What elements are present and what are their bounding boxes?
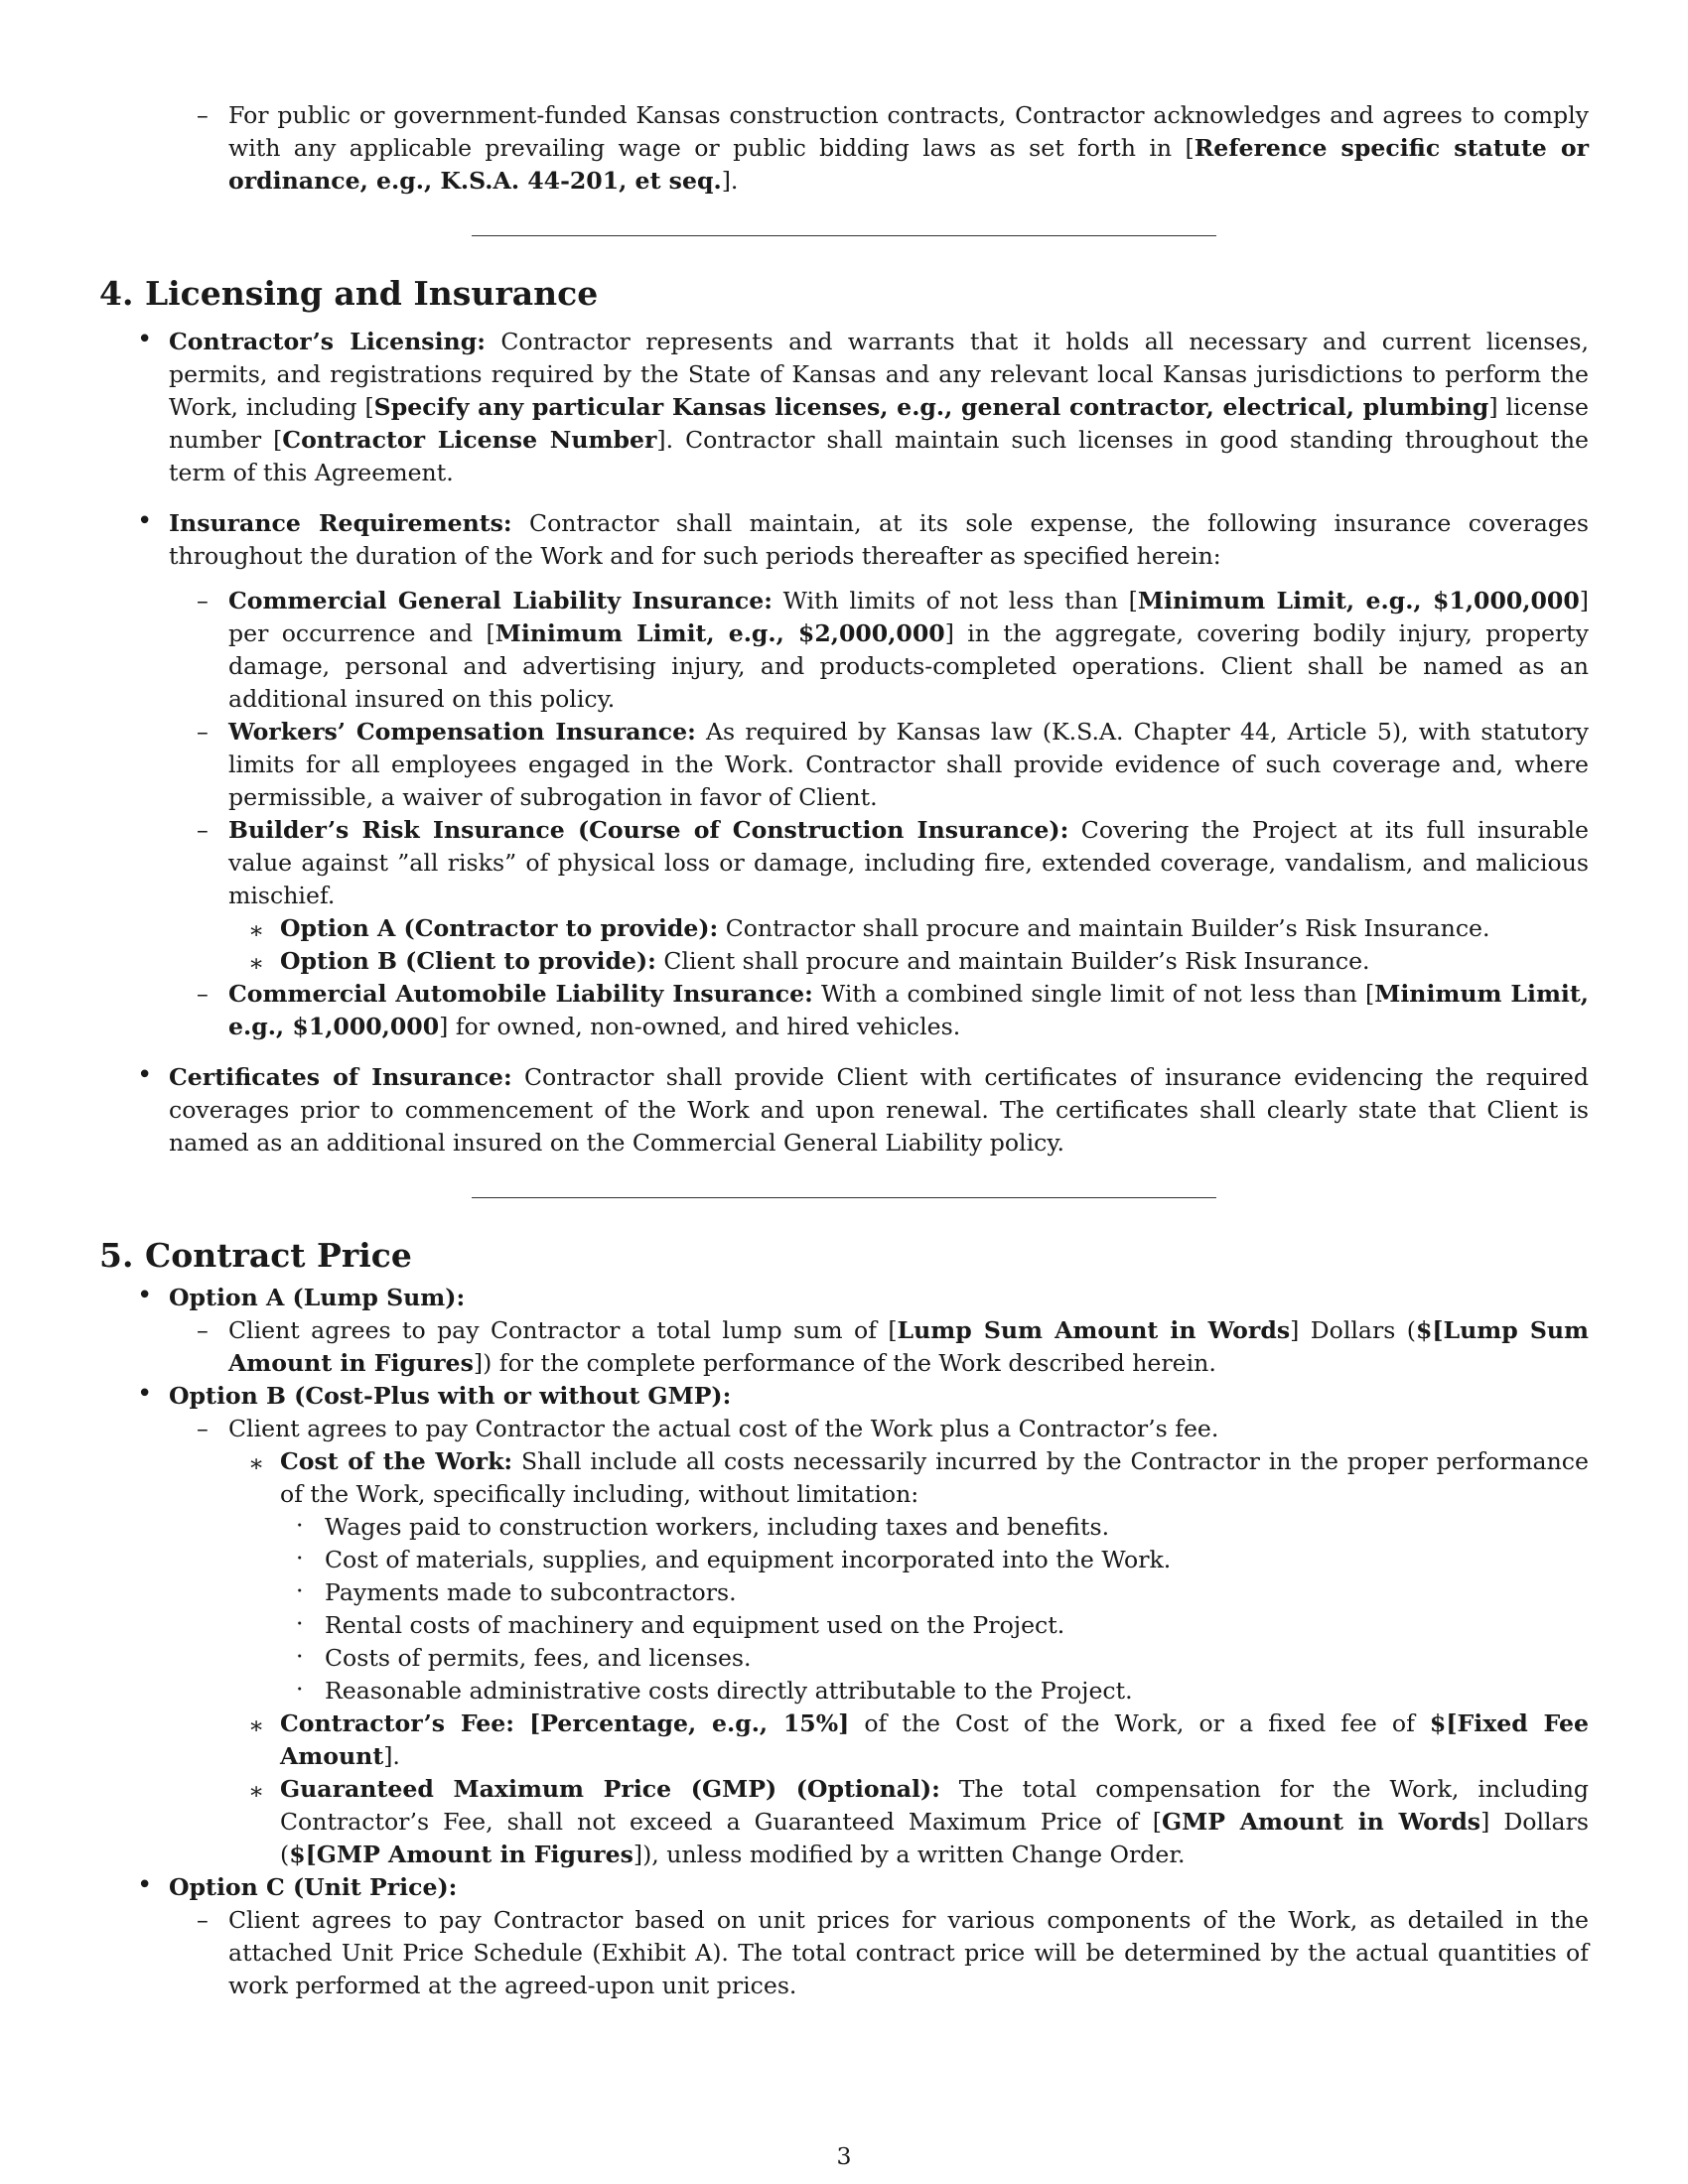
- lump-sum-figures: $[Lump Sum Amount in Figures: [228, 1316, 1589, 1377]
- cost-of-work-label: Cost of the Work:: [280, 1447, 513, 1475]
- dot-marker: ·: [296, 1642, 304, 1670]
- option-a-item: [99, 1282, 1589, 1314]
- option-a-label: Option A (Lump Sum):: [169, 1284, 466, 1311]
- asterisk-marker: ∗: [248, 1449, 265, 1477]
- licensing-text-1: Contractor represents and warrants that it holds all necessary and current licenses, permits, and registrations required by the State of Kansas and any relevant local Kansas jurisdictions to perform the Work, including [: [169, 328, 1589, 421]
- cost-item: [99, 1544, 1589, 1576]
- section-divider: [472, 235, 1216, 236]
- option-c-item: [99, 1871, 1589, 1904]
- licensing-label: Contractor’s Licensing:: [169, 328, 486, 355]
- contractor-fee-label: Contractor’s Fee:: [280, 1709, 515, 1737]
- section-divider: [472, 1197, 1216, 1198]
- dash-marker: –: [197, 587, 209, 614]
- workers-comp-text: As required by Kansas law (K.S.A. Chapter 44, Article 5), with statutory limits for all employees engaged in the Work. Contractor shall provide evidence of such coverage and, where permissible, a waiver of subrogation in favor of Client.: [228, 718, 1589, 811]
- cost-item-text: Reasonable administrative costs directly attributable to the Project.: [325, 1677, 1133, 1705]
- cost-item-text: Rental costs of machinery and equipment used on the Project.: [325, 1611, 1065, 1639]
- option-b-item: [99, 1380, 1589, 1413]
- lump-sum-words: Lump Sum Amount in Words: [897, 1316, 1291, 1344]
- option-b-detail: [99, 1413, 1589, 1445]
- page-number: 3: [836, 2142, 852, 2170]
- bullet-marker: •: [137, 1060, 153, 1090]
- public-contracts-item: – For public or government-funded Kansas construction contracts, Contractor acknowledges and agrees to comply with any applicable prevailing wage or public bidding laws as set forth in [Reference specific statute or ordinance, e.g., K.S.A. 44-201, et seq.].: [197, 101, 1589, 195]
- option-b-label: Option B (Cost-Plus with or without GMP):: [169, 1382, 732, 1410]
- license-number-placeholder: Contractor License Number: [282, 426, 657, 454]
- cost-item: [99, 1675, 1589, 1707]
- dash-marker: –: [197, 816, 209, 844]
- dash-marker: –: [197, 101, 209, 129]
- licensing-item: [99, 326, 1589, 489]
- certificates-item: [99, 1061, 1589, 1160]
- option-c-detail: [99, 1904, 1589, 2002]
- asterisk-marker: ∗: [248, 916, 265, 944]
- builders-option-a-text: Contractor shall procure and maintain Builder’s Risk Insurance.: [718, 914, 1490, 942]
- cost-of-work-text: Shall include all costs necessarily incurred by the Contractor in the proper performance of the Work, specifically including, without limitation:: [280, 1447, 1589, 1508]
- cgl-item: [99, 585, 1589, 716]
- fixed-fee-placeholder: $[Fixed Fee Amount: [280, 1709, 1590, 1770]
- asterisk-marker: ∗: [248, 1711, 265, 1739]
- contractor-fee-close: ].: [383, 1742, 400, 1770]
- gmp-figures: $[GMP Amount in Figures: [289, 1841, 633, 1868]
- workers-comp-item: [99, 716, 1589, 814]
- statute-placeholder: Reference specific statute or ordinance, e.g., K.S.A. 44-201, et seq.: [228, 134, 1589, 195]
- option-a-text-2: ] Dollars (: [1290, 1316, 1416, 1344]
- gmp-text-1: The total compensation for the Work, including Contractor’s Fee, shall not exceed a Guaranteed Maximum Price of [: [280, 1775, 1589, 1836]
- auto-liability-text-2: ] for owned, non-owned, and hired vehicles.: [439, 1013, 961, 1040]
- gmp-label: Guaranteed Maximum Price (GMP) (Optional):: [280, 1775, 940, 1803]
- cgl-text-2: ] per occurrence and [: [228, 587, 1589, 647]
- option-a-text-1: Client agrees to pay Contractor a total lump sum of [: [228, 1316, 898, 1344]
- gmp-text-2: ] Dollars (: [280, 1808, 1589, 1868]
- cost-item: [99, 1511, 1589, 1544]
- certificates-text: Contractor shall provide Client with certificates of insurance evidencing the required coverages prior to commencement of the Work and upon renewal. The certificates shall clearly state that Client is named as an additional insured on the Commercial General Liability policy.: [169, 1063, 1589, 1157]
- cgl-limit-1: Minimum Limit, e.g., $1,000,000: [1137, 587, 1580, 614]
- cgl-text-3: ] in the aggregate, covering bodily injury, property damage, personal and advertising injury, and products-completed operations. Client shall be named as an additional insured on this policy.: [228, 619, 1589, 713]
- certificates-label: Certificates of Insurance:: [169, 1063, 512, 1091]
- document-body: [99, 99, 1589, 2002]
- cgl-text-1: With limits of not less than [: [772, 587, 1138, 614]
- cgl-label: Commercial General Liability Insurance:: [228, 587, 773, 614]
- cost-item-text: Payments made to subcontractors.: [325, 1578, 737, 1606]
- bullet-marker: •: [137, 1379, 153, 1409]
- cost-item: [99, 1576, 1589, 1609]
- licensing-text-3: ]. Contractor shall maintain such licenses in good standing throughout the term of this Agreement.: [169, 426, 1589, 486]
- bullet-marker: •: [137, 1281, 153, 1310]
- section-5-heading: 5. Contract Price: [99, 1236, 412, 1275]
- option-c-text: Client agrees to pay Contractor based on unit prices for various components of the Work, as detailed in the attached Unit Price Schedule (Exhibit A). The total contract price will be determined by the actual quantities of work performed at the agreed-upon unit prices.: [228, 1906, 1589, 1999]
- gmp-text-3: ]), unless modified by a written Change Order.: [633, 1841, 1186, 1868]
- builders-option-b-text: Client shall procure and maintain Builder’s Risk Insurance.: [655, 947, 1370, 975]
- cost-item: [99, 1609, 1589, 1642]
- auto-liability-label: Commercial Automobile Liability Insurance:: [228, 980, 813, 1008]
- option-a-text-3: ]) for the complete performance of the Work described herein.: [473, 1349, 1216, 1377]
- builders-option-a-label: Option A (Contractor to provide):: [280, 914, 719, 942]
- builders-risk-text: Covering the Project at its full insurable value against ”all risks” of physical loss or damage, including fire, extended coverage, vandalism, and malicious mischief.: [228, 816, 1589, 909]
- builders-option-b: [99, 945, 1589, 978]
- dash-marker: –: [197, 980, 209, 1008]
- insurance-label: Insurance Requirements:: [169, 509, 512, 537]
- option-b-text: Client agrees to pay Contractor the actual cost of the Work plus a Contractor’s fee.: [228, 1415, 1219, 1442]
- contractor-fee-text: of the Cost of the Work, or a fixed fee of: [849, 1709, 1430, 1737]
- section-4-heading: 4. Licensing and Insurance: [99, 274, 599, 313]
- contractor-fee-item: [99, 1707, 1589, 1773]
- gmp-item: [99, 1773, 1589, 1871]
- asterisk-marker: ∗: [248, 949, 265, 977]
- cost-item-text: Wages paid to construction workers, including taxes and benefits.: [325, 1513, 1110, 1541]
- dot-marker: ·: [296, 1609, 304, 1637]
- licensing-text-2: ] license number [: [169, 393, 1589, 454]
- dot-marker: ·: [296, 1576, 304, 1604]
- dot-marker: ·: [296, 1511, 304, 1539]
- auto-liability-text-1: With a combined single limit of not less than [: [812, 980, 1375, 1008]
- cost-item-text: Cost of materials, supplies, and equipment incorporated into the Work.: [325, 1546, 1172, 1573]
- option-a-detail: [99, 1314, 1589, 1380]
- dash-marker: –: [197, 1906, 209, 1934]
- builders-option-b-label: Option B (Client to provide):: [280, 947, 656, 975]
- option-c-label: Option C (Unit Price):: [169, 1873, 458, 1901]
- workers-comp-label: Workers’ Compensation Insurance:: [228, 718, 696, 746]
- asterisk-marker: ∗: [248, 1777, 265, 1805]
- licenses-placeholder: Specify any particular Kansas licenses, e.g., general contractor, electrical, plumbing: [373, 393, 1489, 421]
- gmp-words: GMP Amount in Words: [1162, 1808, 1481, 1836]
- builders-option-a: [99, 912, 1589, 945]
- bullet-marker: •: [137, 325, 153, 354]
- insurance-item: [99, 507, 1589, 573]
- bullet-marker: •: [137, 1870, 153, 1900]
- cost-item-text: Costs of permits, fees, and licenses.: [325, 1644, 752, 1672]
- builders-risk-label: Builder’s Risk Insurance (Course of Construction Insurance):: [228, 816, 1069, 844]
- insurance-text: Contractor shall maintain, at its sole expense, the following insurance coverages throughout the duration of the Work and for such periods thereafter as specified herein:: [169, 509, 1589, 570]
- auto-liability-limit: Minimum Limit, e.g., $1,000,000: [228, 980, 1589, 1040]
- fee-percentage-placeholder: [Percentage, e.g., 15%]: [529, 1709, 850, 1737]
- bullet-marker: •: [137, 506, 153, 536]
- cost-of-work-item: [99, 1445, 1589, 1511]
- dash-marker: –: [197, 718, 209, 746]
- public-contracts-text: For public or government-funded Kansas construction contracts, Contractor acknowledges and agrees to comply with any applicable prevailing wage or public bidding laws as set forth in: [228, 101, 1589, 162]
- statute-close: ].: [721, 167, 739, 195]
- builders-risk-item: [99, 814, 1589, 912]
- auto-liability-item: [99, 978, 1589, 1043]
- dash-marker: –: [197, 1415, 209, 1442]
- dot-marker: ·: [296, 1544, 304, 1571]
- dot-marker: ·: [296, 1675, 304, 1703]
- cgl-limit-2: Minimum Limit, e.g., $2,000,000: [494, 619, 945, 647]
- cost-item: [99, 1642, 1589, 1675]
- dash-marker: –: [197, 1316, 209, 1344]
